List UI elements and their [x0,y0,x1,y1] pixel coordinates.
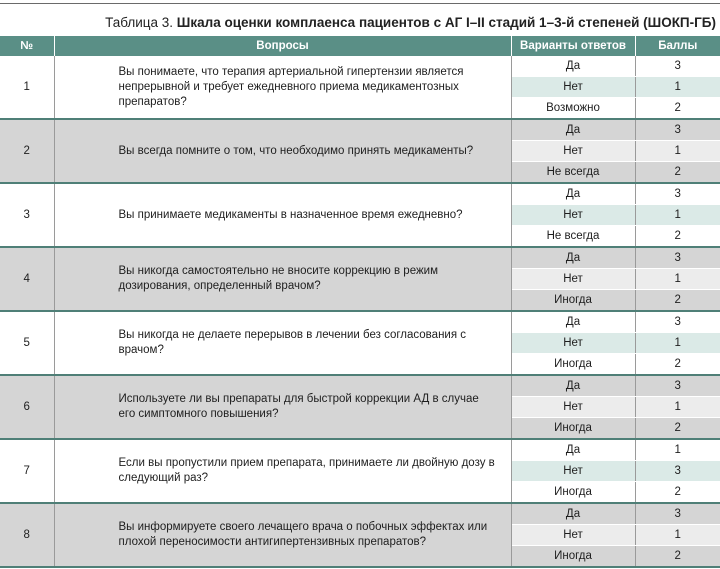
answer-option: Да [511,56,635,77]
caption-title: Шкала оценки комплаенса пациентов с АГ I–II стадий 1–3-й степеней (ШОКП-ГБ) [176,15,716,30]
answer-score: 2 [635,162,720,184]
answer-option: Нет [511,141,635,162]
question-text: Вы всегда помните о том, что необходимо принять медикаменты? [54,119,511,183]
answer-score: 3 [635,461,720,482]
header-questions: Вопросы [54,36,511,56]
answer-score: 2 [635,546,720,568]
question-number: 8 [0,503,54,567]
answer-option: Иногда [511,418,635,440]
answer-score: 2 [635,226,720,248]
answer-option: Не всегда [511,226,635,248]
answer-score: 1 [635,205,720,226]
table-row [0,247,720,269]
question-text: Вы принимаете медикаменты в назначенное время ежедневно? [54,183,511,247]
answer-score: 2 [635,290,720,312]
answer-score: 1 [635,397,720,418]
answer-option: Иногда [511,546,635,568]
answer-option: Нет [511,333,635,354]
answer-option: Нет [511,397,635,418]
top-divider [0,3,720,4]
answer-score: 1 [635,141,720,162]
answer-option: Иногда [511,354,635,376]
answer-score: 1 [635,525,720,546]
answer-option: Нет [511,269,635,290]
answer-option: Да [511,183,635,205]
table-header [0,36,720,56]
question-number: 3 [0,183,54,247]
answer-option: Да [511,503,635,525]
answer-option: Нет [511,461,635,482]
answer-score: 1 [635,269,720,290]
question-number: 1 [0,56,54,119]
question-text: Вы никогда не делаете перерывов в лечении без согласования с врачом? [54,311,511,375]
table-row [0,375,720,397]
answer-score: 3 [635,375,720,397]
table-row [0,311,720,333]
answer-score: 2 [635,98,720,120]
table-row [0,56,720,77]
question-number: 7 [0,439,54,503]
header-score: Баллы [635,36,720,56]
question-number: 4 [0,247,54,311]
answer-option: Да [511,311,635,333]
question-text: Если вы пропустили прием препарата, принимаете ли двойную дозу в следующий раз? [54,439,511,503]
answer-score: 3 [635,183,720,205]
table-row [0,119,720,141]
answer-score: 3 [635,311,720,333]
header-number: № [0,36,54,56]
answer-score: 2 [635,482,720,504]
question-text: Вы информируете своего лечащего врача о побочных эффектах или плохой переносимости антигипертензивных препаратов? [54,503,511,567]
table-row [0,503,720,525]
answer-score: 1 [635,77,720,98]
answer-option: Иногда [511,482,635,504]
table-body [0,56,720,567]
answer-option: Да [511,247,635,269]
question-number: 5 [0,311,54,375]
answer-score: 3 [635,56,720,77]
question-number: 6 [0,375,54,439]
answer-score: 1 [635,439,720,461]
answer-score: 2 [635,354,720,376]
answer-score: 3 [635,119,720,141]
question-text: Вы понимаете, что терапия артериальной гипертензии является непрерывной и требует ежедневного приема медикаментозных препаратов? [54,56,511,119]
answer-score: 3 [635,247,720,269]
header-answer-options: Варианты ответов [511,36,635,56]
answer-option: Не всегда [511,162,635,184]
question-text: Используете ли вы препараты для быстрой коррекции АД в случае его симптомного повышения? [54,375,511,439]
answer-option: Нет [511,525,635,546]
answer-score: 1 [635,333,720,354]
table-row [0,183,720,205]
answer-score: 2 [635,418,720,440]
caption-prefix: Таблица 3. [105,15,174,30]
answer-option: Иногда [511,290,635,312]
answer-option: Да [511,375,635,397]
question-text: Вы никогда самостоятельно не вносите коррекцию в режим дозирования, определенный врачом? [54,247,511,311]
table-caption [105,15,716,31]
answer-score: 3 [635,503,720,525]
compliance-scale-table [0,36,720,568]
question-number: 2 [0,119,54,183]
table-row [0,439,720,461]
answer-option: Да [511,119,635,141]
answer-option: Нет [511,77,635,98]
answer-option: Да [511,439,635,461]
answer-option: Нет [511,205,635,226]
answer-option: Возможно [511,98,635,120]
